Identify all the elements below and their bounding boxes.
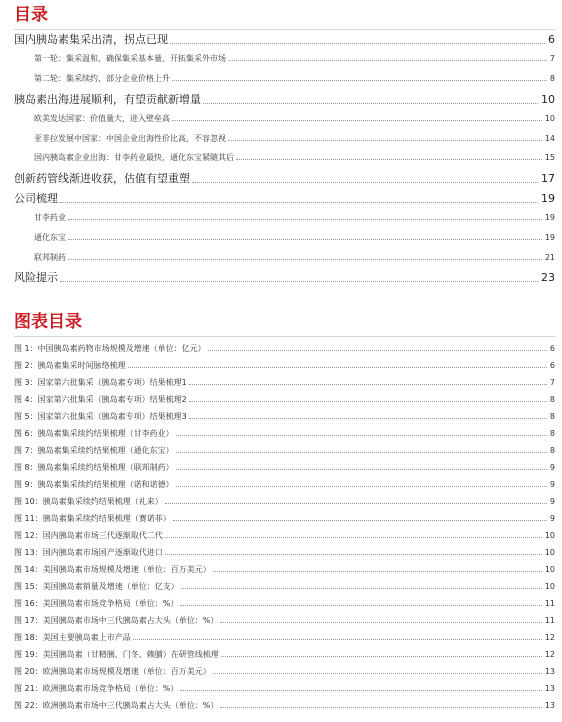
toc-heading-rule: [14, 29, 556, 30]
figure-entry-page: 12: [544, 633, 555, 642]
dot-leader: [213, 570, 542, 572]
figure-entry-page: 9: [549, 480, 555, 489]
dot-leader: [221, 655, 542, 657]
dot-leader: [172, 79, 547, 81]
figures-heading: 图表目录: [14, 312, 82, 332]
toc-entry-label: 胰岛素出海进展顺利，有望贡献新增量: [14, 93, 201, 106]
figure-entry-label: 图 17：美国胰岛素市场中三代胰岛素占大头（单位：%）: [14, 616, 219, 625]
figure-entry[interactable]: [0, 513, 562, 524]
figure-entry-page: 11: [544, 616, 555, 625]
dot-leader: [220, 706, 541, 708]
figure-entry[interactable]: [0, 598, 562, 609]
figure-entry-label: 图 1：中国胰岛素药物市场规模及增速（单位：亿元）: [14, 344, 206, 353]
toc-entry-page: 23: [541, 271, 555, 284]
figure-entry-page: 12: [544, 650, 555, 659]
dot-leader: [133, 638, 542, 640]
figure-entry-label: 图 2：胰岛素集采时间脉络梳理: [14, 361, 126, 370]
figure-entry-label: 图 22：欧洲胰岛素市场中三代胰岛素占大头（单位：%）: [14, 701, 219, 710]
toc-entry-label: 联邦制药: [34, 253, 66, 262]
toc-entry-page: 6: [548, 33, 555, 46]
figure-entry-label: 图 9：胰岛素集采续约结果梳理（诺和诺德）: [14, 480, 174, 489]
dot-leader: [165, 553, 542, 555]
figure-entry-label: 图 19：美国胰岛素（甘精胰、门冬、赖脯）在研管线梳理: [14, 650, 219, 659]
toc-entry-level1[interactable]: [0, 172, 562, 186]
dot-leader: [176, 468, 547, 470]
figure-entry[interactable]: [0, 547, 562, 558]
figure-entry[interactable]: [0, 530, 562, 541]
figure-entry-page: 11: [544, 599, 555, 608]
toc-entry-level2[interactable]: [0, 133, 562, 144]
figure-entry-label: 图 13：国内胰岛素市场国产逐渐取代进口: [14, 548, 163, 557]
dot-leader: [172, 119, 542, 121]
dot-leader: [181, 587, 542, 589]
figure-entry-label: 图 12：国内胰岛素市场三代逐渐取代二代: [14, 531, 163, 540]
toc-entry-label: 甘李药业: [34, 213, 66, 222]
figure-entry[interactable]: [0, 666, 562, 677]
toc-entry-level2[interactable]: [0, 152, 562, 163]
figure-entry-label: 图 6：胰岛素集采续约结果梳理（甘李药业）: [14, 429, 174, 438]
figure-entry[interactable]: [0, 700, 562, 711]
dot-leader: [60, 280, 538, 282]
figure-entry[interactable]: [0, 479, 562, 490]
dot-leader: [189, 417, 547, 419]
toc-entry-level2[interactable]: [0, 113, 562, 124]
figure-entry-label: 图 5：国家第六批集采（胰岛素专项）结果梳理3: [14, 412, 187, 421]
figure-entry-label: 图 11：胰岛素集采续约结果梳理（赛诺菲）: [14, 514, 171, 523]
toc-entry-page: 15: [544, 153, 555, 162]
figure-entry-page: 9: [549, 514, 555, 523]
figure-entry-page: 13: [544, 684, 555, 693]
figure-entry[interactable]: [0, 394, 562, 405]
dot-leader: [203, 102, 538, 104]
figure-entry[interactable]: [0, 615, 562, 626]
toc-entry-label: 国内胰岛素集采出清，拐点已现: [14, 33, 168, 46]
figure-entry-label: 图 10：胰岛素集采续约结果梳理（礼来）: [14, 497, 163, 506]
dot-leader: [189, 400, 547, 402]
dot-leader: [228, 139, 542, 141]
figure-entry-label: 图 15：美国胰岛素销量及增速（单位：亿支）: [14, 582, 179, 591]
dot-leader: [208, 349, 547, 351]
figure-entry-label: 图 4：国家第六批集采（胰岛素专项）结果梳理2: [14, 395, 187, 404]
figure-entry-page: 8: [549, 429, 555, 438]
toc-entry-label: 通化东宝: [34, 233, 66, 242]
figure-entry-page: 6: [549, 361, 555, 370]
toc-entry-level2[interactable]: [0, 232, 562, 243]
figures-heading-rule: [14, 336, 556, 337]
toc-entry-label: 国内胰岛素企业出海：甘李药业最快，通化东宝紧随其后: [34, 153, 234, 162]
figure-entry-page: 6: [549, 344, 555, 353]
toc-entry-page: 17: [541, 172, 555, 185]
figure-entry-page: 10: [544, 565, 555, 574]
figure-entry-page: 13: [544, 701, 555, 710]
toc-entry-level2[interactable]: [0, 73, 562, 84]
dot-leader: [176, 434, 547, 436]
figure-entry-page: 9: [549, 463, 555, 472]
figure-entry[interactable]: [0, 581, 562, 592]
dot-leader: [128, 366, 547, 368]
figure-entry[interactable]: [0, 564, 562, 575]
dot-leader: [176, 485, 547, 487]
toc-entry-page: 14: [544, 134, 555, 143]
dot-leader: [68, 238, 542, 240]
dot-leader: [170, 42, 545, 44]
figure-entry-label: 图 20：欧洲胰岛素市场规模及增速（单位：百万美元）: [14, 667, 211, 676]
dot-leader: [192, 181, 538, 183]
toc-entry-label: 创新药管线渐进收获，估值有望重塑: [14, 172, 190, 185]
figure-entry-page: 9: [549, 497, 555, 506]
dot-leader: [165, 502, 547, 504]
dot-leader: [189, 383, 547, 385]
toc-entry-page: 8: [549, 74, 555, 83]
toc-entry-label: 欧美发达国家：价值量大，进入壁垒高: [34, 114, 170, 123]
toc-entry-level1[interactable]: [0, 93, 562, 107]
toc-entry-label: 第二轮：集采续约，部分企业价格上升: [34, 74, 170, 83]
toc-entry-label: 亚非拉发展中国家：中国企业出海性价比高，不容忽视: [34, 134, 226, 143]
figure-entry[interactable]: [0, 377, 562, 388]
figure-entry-page: 8: [549, 395, 555, 404]
toc-entry-label: 第一轮：集采温和，确保集采基本量、开拓集采外市场: [34, 54, 226, 63]
figure-entry-page: 8: [549, 446, 555, 455]
dot-leader: [236, 158, 542, 160]
toc-entry-label: 公司梳理: [14, 192, 58, 205]
dot-leader: [180, 604, 541, 606]
dot-leader: [176, 451, 547, 453]
figure-entry[interactable]: [0, 411, 562, 422]
dot-leader: [220, 621, 541, 623]
toc-entry-level2[interactable]: [0, 212, 562, 223]
dot-leader: [180, 689, 541, 691]
toc-entry-page: 10: [544, 114, 555, 123]
dot-leader: [60, 201, 538, 203]
figure-entry[interactable]: [0, 343, 562, 354]
dot-leader: [213, 672, 542, 674]
toc-entry-level2[interactable]: [0, 252, 562, 263]
figure-entry-page: 8: [549, 412, 555, 421]
dot-leader: [228, 59, 547, 61]
toc-entry-level1[interactable]: [0, 271, 562, 285]
figure-entry[interactable]: [0, 428, 562, 439]
figure-entry-page: 10: [544, 548, 555, 557]
toc-entry-page: 19: [541, 192, 555, 205]
figure-entry-label: 图 14：美国胰岛素市场规模及增速（单位：百万美元）: [14, 565, 211, 574]
figure-entry[interactable]: [0, 496, 562, 507]
dot-leader: [68, 258, 542, 260]
figure-entry-label: 图 21：欧洲胰岛素市场竞争格局（单位：%）: [14, 684, 179, 693]
figure-entry[interactable]: [0, 683, 562, 694]
figure-entry[interactable]: [0, 632, 562, 643]
dot-leader: [68, 218, 542, 220]
toc-entry-level1[interactable]: [0, 33, 562, 47]
toc-entry-page: 21: [544, 253, 555, 262]
toc-entry-level2[interactable]: [0, 53, 562, 64]
dot-leader: [165, 536, 542, 538]
figure-entry-label: 图 3：国家第六批集采（胰岛素专项）结果梳理1: [14, 378, 187, 387]
figure-entry[interactable]: [0, 462, 562, 473]
figure-entry-page: 13: [544, 667, 555, 676]
toc-heading: 目录: [14, 5, 48, 25]
toc-entry-page: 19: [544, 233, 555, 242]
figure-entry-label: 图 18：美国主要胰岛素上市产品: [14, 633, 131, 642]
figure-entry-page: 7: [549, 378, 555, 387]
toc-entry-page: 10: [541, 93, 555, 106]
toc-entry-page: 7: [549, 54, 555, 63]
figure-entry[interactable]: [0, 445, 562, 456]
toc-entry-level1[interactable]: [0, 192, 562, 206]
dot-leader: [173, 519, 547, 521]
figure-entry-page: 10: [544, 531, 555, 540]
figure-entry-label: 图 7：胰岛素集采续约结果梳理（通化东宝）: [14, 446, 174, 455]
figure-entry[interactable]: [0, 360, 562, 371]
figure-entry-page: 10: [544, 582, 555, 591]
figure-entry[interactable]: [0, 649, 562, 660]
toc-entry-page: 19: [544, 213, 555, 222]
figure-entry-label: 图 16：美国胰岛素市场竞争格局（单位：%）: [14, 599, 179, 608]
toc-entry-label: 风险提示: [14, 271, 58, 284]
figure-entry-label: 图 8：胰岛素集采续约结果梳理（联邦制药）: [14, 463, 174, 472]
